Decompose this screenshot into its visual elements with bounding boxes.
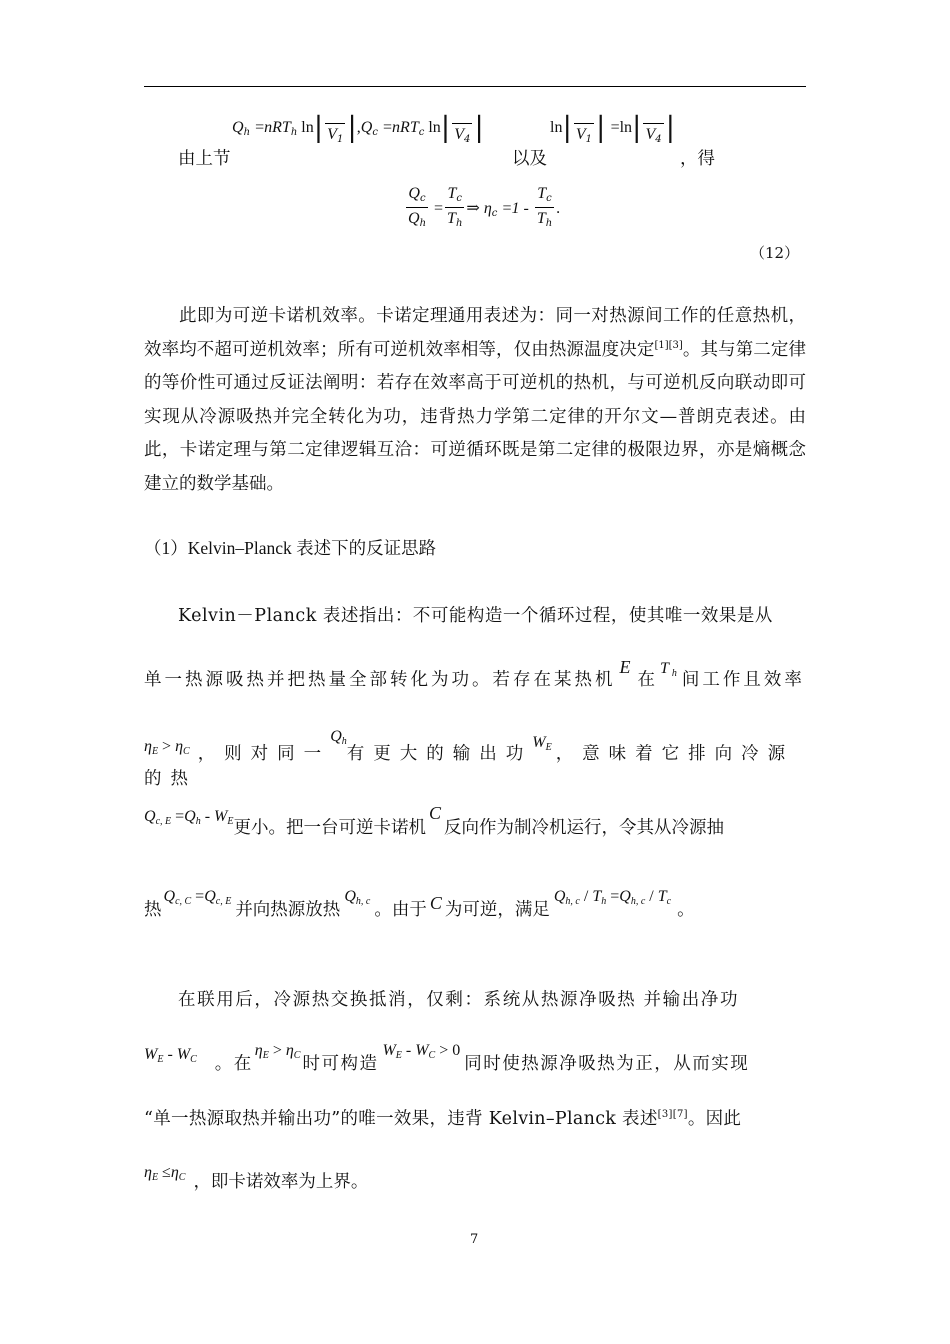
p3-line-2-text-c: 同时使热源净吸热为正，从而实现 (464, 1054, 750, 1074)
kp-line-4-text-a: 更小。把一台可逆卡诺机 (233, 818, 426, 838)
kp-line-2-text-a: 单一热源吸热并把热量全部转化为功。若存在某热机 (144, 670, 616, 690)
p3-line-4-text: ，即卡诺效率为上界。 (193, 1172, 369, 1192)
para1-text-2: 。其与第二定律的等价性可通过反证法阐明：若存在效率高于可逆机的热机，与可逆机反向联动即可实现从冷源吸热并完全转化为功，违背热力学第二定律的开尔文—普朗克表述。由此，卡诺定理与第二定律逻辑互洽：可逆循环既是第二定律的极限边界，亦是熵概念建立的数学基础。 (144, 339, 807, 494)
carnot-C-symbol: C (428, 803, 441, 823)
heat-equations: $Q_h =nRT_h$ ln| $V_1$ $|,Q_c =nRT_c$ ln| $V_4$ | (232, 106, 484, 149)
carnot-C-symbol-2: C (429, 893, 442, 913)
kp-line-5 (144, 888, 806, 921)
kp-line-5-text-a: 热 (144, 900, 162, 920)
WE-symbol: $W_E$ (532, 734, 552, 753)
p3-line-4 (144, 1164, 806, 1193)
kp-line-2-text-b: 在 (637, 670, 658, 690)
Qhc-symbol: $Q_{h, c}$ (344, 888, 371, 907)
kp-line-5-text-b: 并向热源放热 (235, 900, 341, 920)
kp-line-3-text-b: 有更大的输出功 (346, 744, 533, 764)
p3-line-3-text: “单一热源取热并输出功”的唯一效果，违背 Kelvin–Planck 表述 (144, 1109, 658, 1129)
p3-line-1: 在联用后，冷源热交换抵消，仅剩：系统从热源净吸热 并输出净功 (178, 990, 740, 1010)
kp-line-1 (178, 602, 773, 627)
p3-line-2-text-a: 。在 (214, 1054, 253, 1074)
p3-line-3-text-b: 。因此 (687, 1109, 742, 1129)
p3-line-3 (144, 1105, 806, 1130)
Th-symbol: $T_h$ (660, 660, 680, 679)
para1-text: 此即为可逆卡诺机效率。卡诺定理通用表述为：同一对热源间工作的任意热机，效率均不超可逆机效率；所有可逆机效率相等，仅由热源温度决定 (144, 306, 806, 360)
kp-line-3-text-a: ，则对同一 (197, 744, 331, 764)
kp-line-4-text-b: 反向作为制冷机运行，令其从冷源抽 (443, 818, 724, 838)
eq-lead-text: 由上节 (178, 149, 231, 169)
Qh-symbol: $Q_h$ (330, 728, 347, 747)
QcE-equation: $Q_{c, E} =Q_h - W_E$ (144, 808, 234, 827)
reversibility-equation: $Q_{h, c} / T_h =Q_{h, c} / T_c$ (553, 888, 672, 907)
page-number: 7 (470, 1232, 479, 1247)
carnot-theorem-paragraph (144, 300, 806, 501)
eta-le-condition: $\eta_E \le\eta_C$ (144, 1164, 186, 1183)
section-heading: （1）Kelvin–Planck 表述下的反证思路 (144, 538, 437, 558)
eq-mid-text: 以及 (512, 149, 547, 169)
p3-citation: [3][7] (657, 1109, 688, 1121)
kp-line-2-text-c: 间工作且效率 (681, 670, 805, 690)
kp-line-1-text: Kelvin－Planck 表述指出：不可能构造一个循环过程，使其唯一效果是从 (178, 606, 773, 626)
kp-line-3-text-c: ，意味着它排向冷源的热 (144, 744, 795, 789)
eta-condition: $\eta_E > \eta_C$ (254, 1042, 301, 1061)
para1-citation: [1][3] (654, 339, 683, 351)
equation-number: （12） (750, 244, 800, 262)
carnot-efficiency-equation: $\frac{Q_c}{Q_h}$ = $\frac{T_c}{T_h}$ ⇒ $\eta_c =1$ - $\frac{T_c}{T_h}$ . (408, 185, 561, 229)
engine-E-symbol: E (619, 657, 634, 677)
net-work-positive: $W_E - W_C > 0$ (382, 1042, 461, 1061)
kp-line-3 (144, 728, 806, 790)
p3-line-2-text-b: 时可构造 (302, 1054, 379, 1074)
QcC-equation: $Q_{c, C} =Q_{c, E}$ (163, 888, 232, 907)
volume-ratio-equation: ln| $V_1$ | =ln| $V_4$ | (550, 106, 675, 149)
kp-line-5-text-e: 。 (677, 900, 695, 920)
eta-E-gt-eta-C: $\eta_E > \eta_C$ (144, 738, 190, 757)
kp-line-4 (144, 803, 806, 839)
WE-minus-WC: $W_E - W_C$ (144, 1046, 197, 1065)
kp-line-5-text-c: 。由于 (374, 900, 427, 920)
kp-line-5-text-d: 为可逆，满足 (444, 900, 550, 920)
header-rule (144, 86, 806, 87)
p3-line-2 (144, 1042, 806, 1075)
kp-line-2 (144, 657, 806, 691)
eq-tail-text: ，得 (680, 149, 715, 169)
